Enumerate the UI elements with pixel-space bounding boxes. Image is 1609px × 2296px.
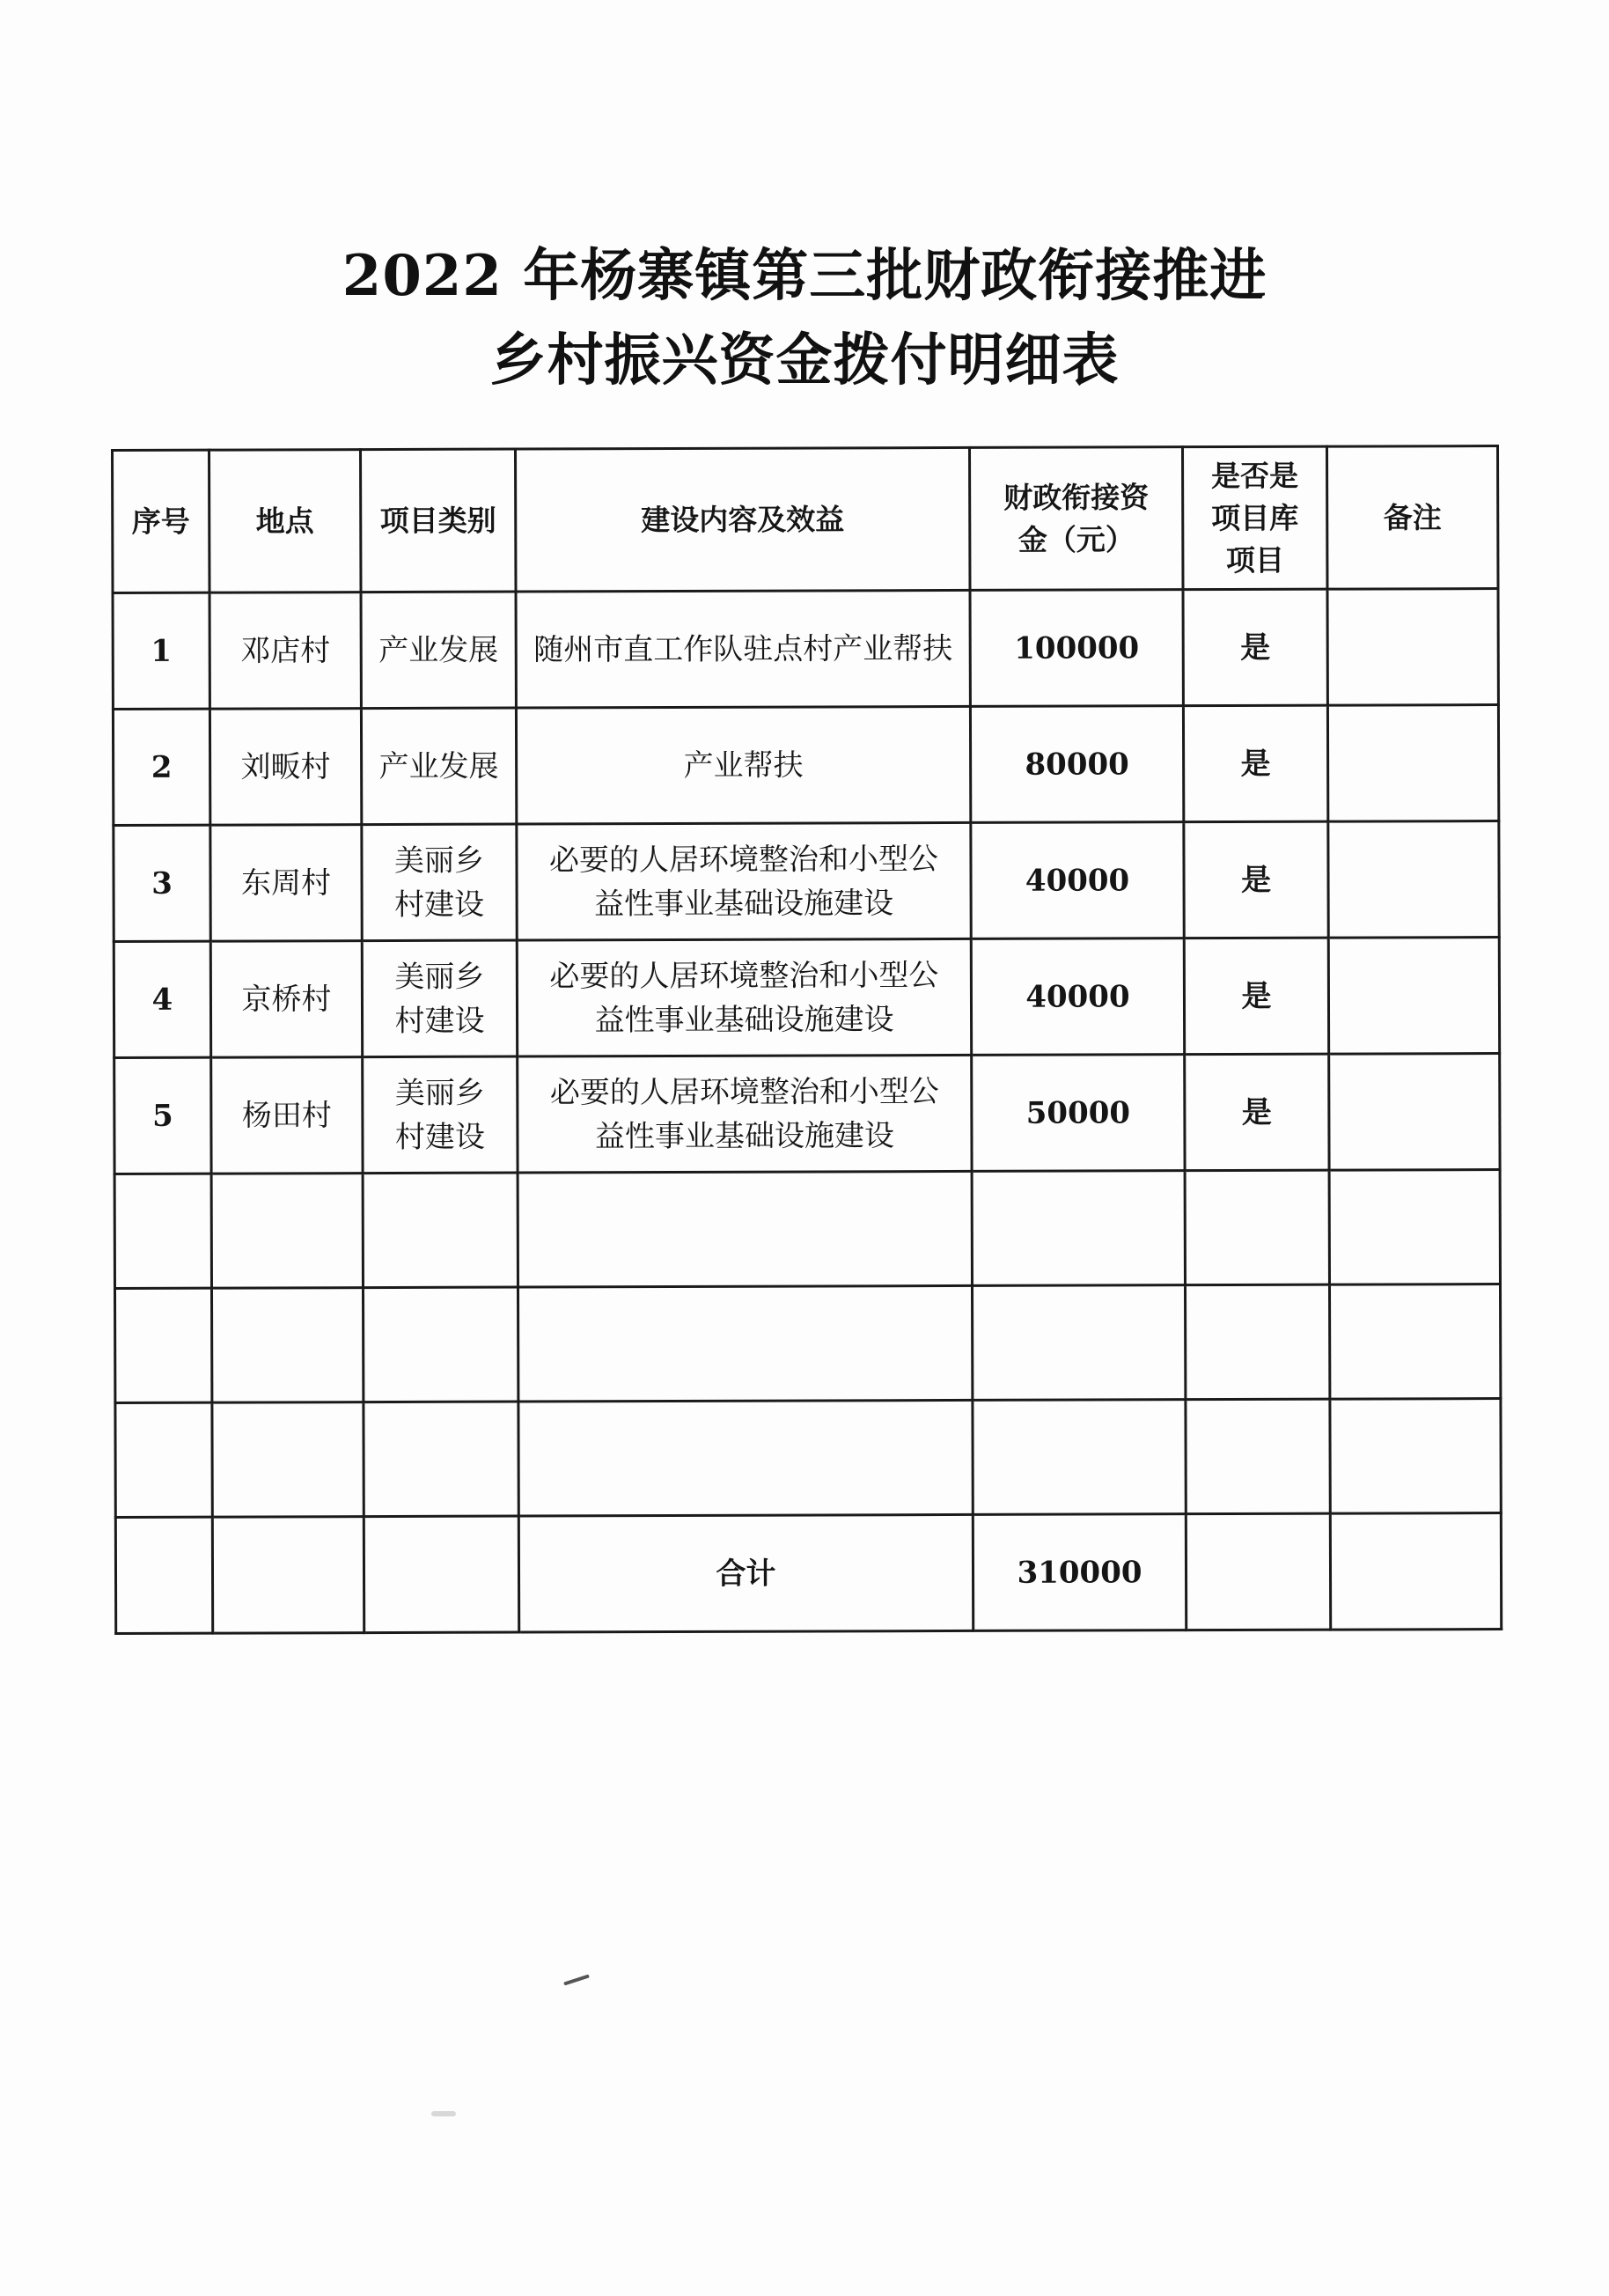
- cell-in-library: 是: [1184, 821, 1328, 938]
- table-row: [114, 938, 1499, 1058]
- header-content: 建设内容及效益: [516, 447, 971, 592]
- header-amount: 财政衔接资金（元）: [969, 447, 1183, 591]
- empty-cell: [212, 1402, 364, 1518]
- cell-in-library: 是: [1183, 705, 1327, 822]
- total-label: 合计: [518, 1514, 973, 1632]
- table-row: [114, 821, 1499, 942]
- cell-remark: [1328, 938, 1499, 1055]
- header-category: 项目类别: [361, 449, 517, 592]
- cell-place: 杨田村: [211, 1057, 363, 1174]
- cell-content: 随州市直工作队驻点村产业帮扶: [516, 590, 970, 708]
- empty-cell: [973, 1400, 1186, 1515]
- cell-amount: 100000: [970, 590, 1183, 707]
- cell-seq: 1: [113, 592, 209, 709]
- cell-category: 美丽乡村建设: [362, 824, 517, 941]
- table-row: [114, 1054, 1500, 1174]
- cell-content: 产业帮扶: [516, 706, 970, 824]
- table-row: [113, 705, 1498, 826]
- header-seq: 序号: [113, 450, 210, 592]
- empty-cell: [1330, 1513, 1501, 1630]
- cell-remark: [1328, 821, 1499, 938]
- cell-seq: 5: [114, 1057, 211, 1174]
- empty-cell: [364, 1516, 518, 1633]
- empty-cell: [1185, 1170, 1329, 1285]
- document-title-line-2: 乡村振兴资金拨付明细表: [489, 327, 1120, 394]
- empty-cell: [114, 1174, 211, 1288]
- cell-remark: [1327, 705, 1498, 822]
- fund-allocation-table: [111, 445, 1502, 1635]
- empty-cell: [115, 1517, 212, 1633]
- cell-seq: 3: [114, 825, 210, 941]
- empty-cell: [1185, 1284, 1329, 1400]
- cell-in-library: 是: [1184, 938, 1328, 1055]
- document-title-line-1: 2022 年杨寨镇第三批财政衔接推进: [342, 243, 1267, 309]
- table-row-empty: [114, 1284, 1500, 1403]
- empty-cell: [363, 1287, 518, 1402]
- cell-amount: 50000: [972, 1055, 1185, 1172]
- empty-cell: [518, 1285, 972, 1402]
- header-in-library: 是否是项目库项目: [1182, 446, 1327, 590]
- cell-amount: 40000: [971, 938, 1184, 1056]
- header-place: 地点: [209, 450, 362, 593]
- cell-remark: [1329, 1054, 1500, 1171]
- empty-cell: [518, 1400, 973, 1516]
- cell-place: 邓店村: [209, 592, 361, 710]
- cell-place: 东周村: [210, 825, 362, 942]
- empty-cell: [972, 1171, 1185, 1286]
- cell-seq: 2: [113, 709, 209, 825]
- cell-category: 产业发展: [361, 592, 516, 709]
- empty-cell: [1186, 1513, 1330, 1630]
- table-header-row: [113, 446, 1499, 593]
- empty-cell: [364, 1402, 518, 1517]
- empty-cell: [1329, 1284, 1500, 1400]
- empty-cell: [212, 1517, 364, 1634]
- empty-cell: [363, 1173, 518, 1288]
- cell-place: 京桥村: [210, 941, 362, 1058]
- scan-speck: [431, 2111, 456, 2116]
- empty-cell: [1186, 1399, 1330, 1514]
- cell-in-library: 是: [1183, 589, 1327, 706]
- table-row-empty: [114, 1170, 1500, 1289]
- table-row-empty: [115, 1399, 1501, 1518]
- empty-cell: [1329, 1170, 1500, 1285]
- header-remark: 备注: [1326, 446, 1498, 590]
- cell-amount: 40000: [971, 822, 1184, 939]
- empty-cell: [115, 1402, 212, 1517]
- cell-place: 刘畈村: [209, 709, 361, 826]
- table-row: [113, 589, 1498, 710]
- cell-category: 美丽乡村建设: [362, 940, 517, 1057]
- empty-cell: [211, 1288, 363, 1403]
- total-amount: 310000: [973, 1514, 1186, 1631]
- cell-in-library: 是: [1185, 1054, 1329, 1171]
- cell-category: 产业发展: [361, 708, 516, 825]
- cell-amount: 80000: [970, 706, 1183, 823]
- cell-category: 美丽乡村建设: [363, 1056, 518, 1174]
- scan-speck: [563, 1974, 590, 1985]
- empty-cell: [972, 1285, 1185, 1401]
- cell-content: 必要的人居环境整治和小型公益性事业基础设施建设: [517, 822, 971, 940]
- empty-cell: [114, 1288, 211, 1402]
- cell-content: 必要的人居环境整治和小型公益性事业基础设施建设: [517, 938, 971, 1056]
- cell-seq: 4: [114, 941, 210, 1057]
- table-total-row: [115, 1513, 1501, 1634]
- cell-remark: [1327, 589, 1498, 706]
- empty-cell: [518, 1171, 972, 1287]
- cell-content: 必要的人居环境整治和小型公益性事业基础设施建设: [518, 1055, 972, 1173]
- empty-cell: [1330, 1399, 1501, 1514]
- empty-cell: [211, 1174, 363, 1289]
